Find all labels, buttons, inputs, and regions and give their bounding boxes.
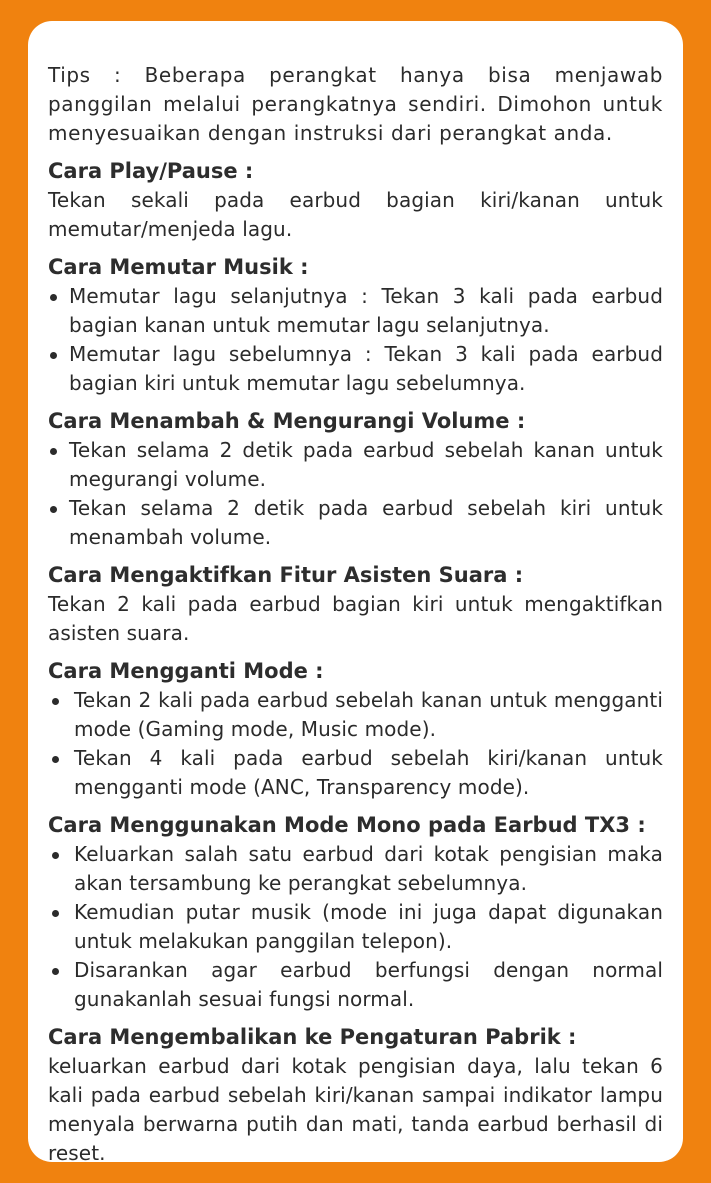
section-volume (48, 406, 663, 552)
list-item: Disarankan agar earbud berfungsi dengan normal gunakanlah sesuai fungsi normal. (48, 956, 663, 1014)
section-mode-mono (48, 810, 663, 1014)
section-heading: Cara Menggunakan Mode Mono pada Earbud TX3 : (48, 813, 646, 837)
list-item: Memutar lagu selanjutnya : Tekan 3 kali pada earbud bagian kanan untuk memutar lagu selanjutnya. (48, 282, 663, 340)
section-body: Tekan sekali pada earbud bagian kiri/kanan untuk memutar/menjeda lagu. (48, 188, 663, 241)
list-item: Keluarkan salah satu earbud dari kotak pengisian maka akan tersambung ke perangkat sebelumnya. (48, 840, 663, 898)
section-body: keluarkan earbud dari kotak pengisian daya, lalu tekan 6 kali pada earbud sebelah kiri/kanan sampai indikator lampu menyala berwarna putih dan mati, tanda earbud berhasil di reset. (48, 1054, 663, 1165)
list-item: Memutar lagu sebelumnya : Tekan 3 kali pada earbud bagian kiri untuk memutar lagu sebelumnya. (48, 340, 663, 398)
list-item: Tekan selama 2 detik pada earbud sebelah kanan untuk megurangi volume. (48, 436, 663, 494)
section-mengganti-mode (48, 656, 663, 802)
instruction-card (28, 21, 683, 1165)
bullet-list (48, 840, 663, 1014)
section-asisten-suara (48, 560, 663, 648)
bullet-list (48, 282, 663, 398)
section-memutar-musik (48, 252, 663, 398)
list-item: Tekan selama 2 detik pada earbud sebelah kiri untuk menambah volume. (48, 494, 663, 552)
list-item: Tekan 2 kali pada earbud sebelah kanan untuk mengganti mode (Gaming mode, Music mode). (48, 686, 663, 744)
section-heading: Cara Mengembalikan ke Pengaturan Pabrik : (48, 1025, 577, 1049)
section-heading: Cara Play/Pause : (48, 159, 254, 183)
tips-text: Tips : Beberapa perangkat hanya bisa menjawab panggilan melalui perangkatnya sendiri. Dimohon untuk menyesuaikan dengan instruksi dari perangkat anda. (48, 63, 663, 145)
section-heading: Cara Memutar Musik : (48, 255, 309, 279)
section-heading: Cara Mengganti Mode : (48, 659, 324, 683)
section-heading: Cara Mengaktifkan Fitur Asisten Suara : (48, 563, 524, 587)
section-play-pause (48, 156, 663, 244)
section-factory-reset (48, 1022, 663, 1168)
list-item: Kemudian putar musik (mode ini juga dapat digunakan untuk melakukan panggilan telepon). (48, 898, 663, 956)
section-heading: Cara Menambah & Mengurangi Volume : (48, 409, 526, 433)
list-item: Tekan 4 kali pada earbud sebelah kiri/kanan untuk mengganti mode (ANC, Transparency mode). (48, 744, 663, 802)
bullet-list (48, 436, 663, 552)
section-body: Tekan 2 kali pada earbud bagian kiri untuk mengaktifkan asisten suara. (48, 592, 663, 645)
bullet-list (48, 686, 663, 802)
